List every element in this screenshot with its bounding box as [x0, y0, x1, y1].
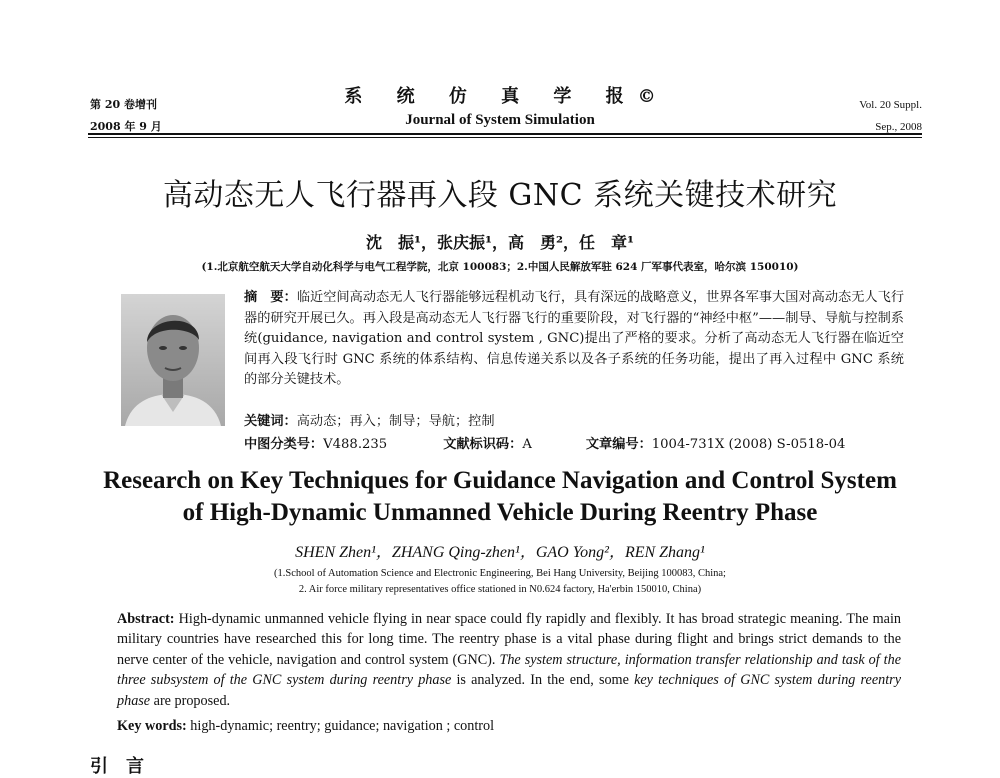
abstract-en-label: Abstract:: [117, 611, 175, 627]
abstract-en-italic-1: The system structure, information transfer relationship and task of the three subsystem of the GNC system during reentry phase: [117, 651, 901, 689]
clc-value: V488.235: [323, 437, 388, 452]
journal-name-en: Journal of System Simulation: [405, 112, 595, 128]
keywords-en-label: Key words:: [117, 718, 187, 734]
keywords-cn-label: 关键词：: [244, 414, 297, 429]
doc-code-value: A: [522, 437, 532, 452]
keywords-cn-text: 高动态；再入；制导；导航；控制: [296, 414, 495, 429]
paper-title-en-line2: of High-Dynamic Unmanned Vehicle During Reentry Phase: [182, 499, 818, 526]
doc-code-label: 文献标识码：: [443, 437, 523, 452]
keywords-cn: [244, 410, 495, 429]
header-rule-thick: [88, 133, 922, 135]
affiliation-en-line1: (1.School of Automation Science and Electronic Engineering, Bei Hang University, Beijing 100083, China;: [274, 568, 726, 579]
header-volume: 第 20 卷增刊: [90, 98, 157, 111]
affiliation-cn: (1.北京航空航天大学自动化科学与电气工程学院，北京 100083；2.中国人民解放军驻 624 厂军事代表室，哈尔滨 150010): [201, 261, 799, 273]
keywords-en-text: high-dynamic; reentry; guidance; navigation ; control: [186, 718, 495, 734]
journal-name-cn: 系 统 仿 真 学 报©: [344, 86, 670, 107]
section-heading-introduction: 引 言: [90, 756, 144, 777]
abstract-en-italic-2: key techniques of GNC system during reentry phase: [117, 672, 901, 709]
paper-title-cn: 高动态无人飞行器再入段 GNC 系统关键技术研究: [162, 178, 838, 213]
header-volume-info-en: [859, 94, 922, 138]
abstract-cn: [244, 288, 904, 391]
article-no-value: 1004-731X (2008) S-0518-04: [651, 437, 846, 452]
authors-en: SHEN Zhen¹，ZHANG Qing-zhen¹，GAO Yong²，REN Zhang¹: [295, 544, 705, 561]
header-rule-thin: [88, 137, 922, 138]
affiliation-en: [0, 566, 1000, 598]
authors-cn: 沈 振¹，张庆振¹，高 勇²，任 章¹: [365, 233, 635, 252]
abstract-en-text-2: is analyzed. In the end, some: [451, 672, 635, 689]
keywords-en: [117, 718, 494, 735]
header-volume-en: Vol. 20 Suppl.: [859, 99, 922, 111]
abstract-cn-label: 摘 要：: [244, 290, 297, 305]
paper-title-en-line1: Research on Key Techniques for Guidance Navigation and Control System: [103, 467, 897, 494]
header-date-en: Sep., 2008: [875, 121, 922, 133]
author-photo: [121, 294, 225, 426]
header-date-cn: 2008 年 9 月: [90, 120, 162, 133]
abstract-en-text-1: High-dynamic unmanned vehicle flying in near space could fly rapidly and flexibly. It has broad strategic meaning. The main military countries have researched this for long time. The reentry phase is a vital phase during flight and brings strict demands to the nerve center of the vehicle, navigation and control system (GNC).: [117, 611, 901, 668]
author-portrait-image: [121, 294, 225, 426]
clc-label: 中图分类号：: [244, 437, 324, 452]
classification-row: [244, 433, 924, 452]
journal-masthead: [0, 82, 1000, 129]
affiliation-en-line2: 2. Air force military representatives office stationed in N0.624 factory, Ha'erbin 150010, China): [298, 584, 702, 595]
abstract-en: [117, 609, 901, 711]
paper-title-en: [0, 465, 1000, 529]
article-no-label: 文章编号：: [585, 437, 652, 452]
abstract-en-text-3: are proposed.: [150, 692, 231, 709]
abstract-cn-text: 临近空间高动态无人飞行器能够远程机动飞行，具有深远的战略意义，世界各军事大国对高动态无人飞行器的研究开展已久。再入段是高动态无人飞行器飞行的重要阶段，对飞行器的“神经中枢”——制导、导航与控制系统(guidance, navigation and control system , GNC)提出了严格的要求。分析了高动态无人飞行器在临近空间再入段飞行时 GNC 系统的体系结构、信息传递关系以及各子系统的任务功能，提出了再入过程中 GNC 系统的部分关键技术。: [244, 290, 905, 388]
